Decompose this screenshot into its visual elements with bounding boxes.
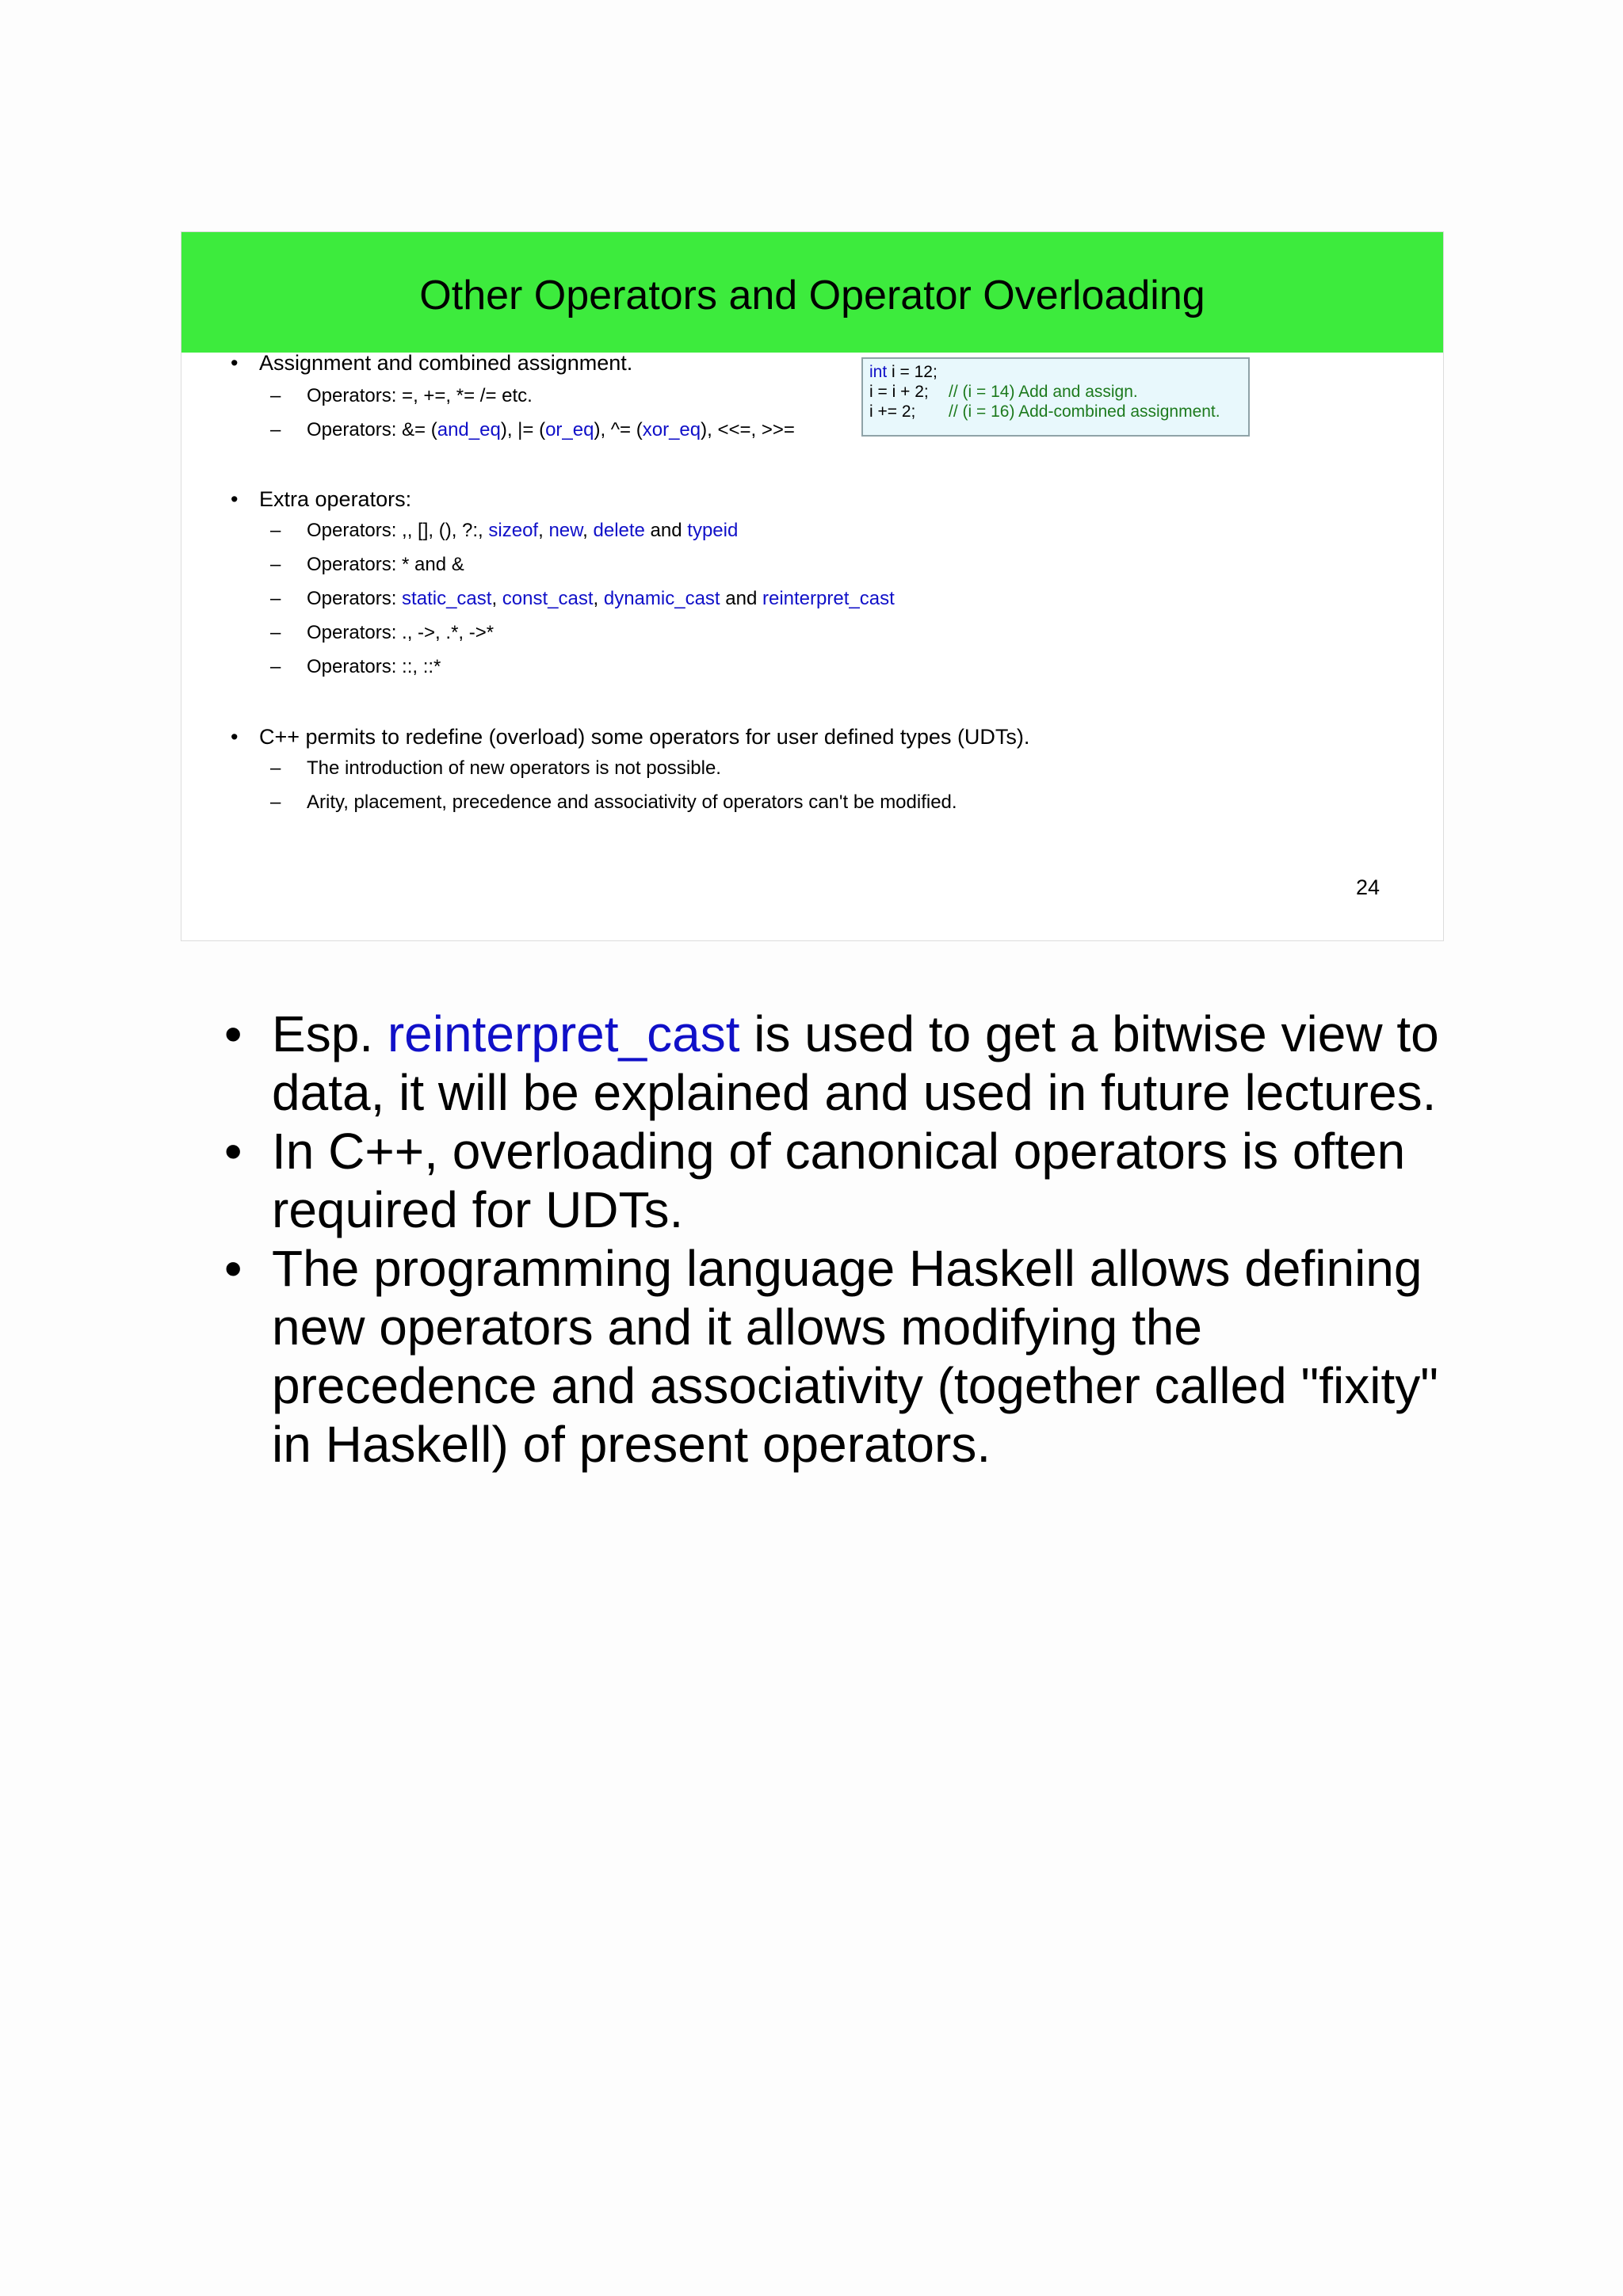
keyword-text: dynamic_cast xyxy=(603,588,720,609)
dash-icon: – xyxy=(270,520,281,541)
keyword-text: and_eq xyxy=(437,419,501,441)
text-segment: and xyxy=(720,588,762,609)
note-text xyxy=(272,1240,1438,1473)
bullet-dot-icon: • xyxy=(224,1123,242,1180)
note-item xyxy=(224,1005,1461,1122)
slide-title: Other Operators and Operator Overloading xyxy=(419,273,1205,318)
bullet-text: Assignment and combined assignment. xyxy=(259,351,633,375)
text-segment: In C++, overloading of canonical operators is often required for UDTs. xyxy=(272,1123,1406,1238)
text-segment: Esp. xyxy=(272,1005,388,1062)
dash-icon: – xyxy=(270,385,281,406)
text-segment: Operators: ., ->, .*, ->* xyxy=(307,622,495,643)
keyword-text: typeid xyxy=(687,520,739,541)
keyword-text: reinterpret_cast xyxy=(762,588,895,609)
keyword-text: delete xyxy=(593,520,645,541)
note-text xyxy=(272,1005,1439,1121)
code-example-box xyxy=(861,357,1250,437)
text-segment: The introduction of new operators is not possible. xyxy=(307,757,721,779)
dash-icon: – xyxy=(270,791,281,813)
text-segment: and xyxy=(644,520,688,541)
keyword-text: or_eq xyxy=(545,419,594,441)
text-segment: ), ^= ( xyxy=(594,419,643,441)
bullet-dot-icon: • xyxy=(231,351,239,375)
speaker-notes xyxy=(224,1005,1461,1474)
code-text: i += 2; xyxy=(869,402,916,421)
text-segment: Operators: &= ( xyxy=(307,419,437,441)
keyword-text: static_cast xyxy=(402,588,492,609)
text-segment: Operators: * and & xyxy=(307,554,464,575)
bullet-dot-icon: • xyxy=(224,1240,242,1297)
keyword-text: new xyxy=(548,520,583,541)
text-segment: , xyxy=(538,520,549,541)
keyword-text: sizeof xyxy=(488,520,539,541)
dash-icon: – xyxy=(270,419,281,441)
code-line xyxy=(869,382,1242,402)
text-segment: The programming language Haskell allows defining new operators and it allows modifying the precedence and associativity (together called "fixity" in Haskell) of present operators. xyxy=(272,1240,1438,1473)
sub-bullet-text xyxy=(307,519,738,543)
code-comment: // (i = 16) Add-combined assignment. xyxy=(949,402,1220,421)
text-segment: Operators: ::, ::* xyxy=(307,656,441,677)
code-line xyxy=(869,362,1242,382)
bullet-text: Extra operators: xyxy=(259,487,412,511)
code-text: i = i + 2; xyxy=(869,383,929,401)
note-item xyxy=(224,1239,1461,1474)
text-segment: is used to get a bitwise view to data, it will be explained and used in future lectures. xyxy=(272,1005,1439,1121)
bullet-dot-icon: • xyxy=(224,1005,242,1062)
sub-bullet-text xyxy=(307,757,721,780)
text-segment: , xyxy=(582,520,594,541)
dash-icon: – xyxy=(270,588,281,609)
text-segment: ), <<=, >>= xyxy=(701,419,795,441)
dash-icon: – xyxy=(270,757,281,779)
sub-bullet-text xyxy=(307,553,464,577)
text-segment: Operators: ,, [], (), ?:, xyxy=(307,520,489,541)
dash-icon: – xyxy=(270,656,281,677)
note-item xyxy=(224,1122,1461,1239)
slide xyxy=(181,231,1444,941)
text-segment: Operators: =, +=, *= /= etc. xyxy=(307,385,533,406)
code-text: i = 12; xyxy=(887,363,938,381)
sub-bullet-text xyxy=(307,587,895,611)
sub-bullet-text xyxy=(307,655,441,679)
text-segment: , xyxy=(491,588,502,609)
keyword-text: xor_eq xyxy=(642,419,701,441)
keyword-text: const_cast xyxy=(502,588,594,609)
sub-bullet-text xyxy=(307,791,957,814)
slide-body xyxy=(181,232,1443,940)
code-keyword: int xyxy=(869,363,888,381)
code-line xyxy=(869,402,1242,421)
text-segment: Arity, placement, precedence and associativity of operators can't be modified. xyxy=(307,791,957,813)
keyword-text: reinterpret_cast xyxy=(387,1005,740,1062)
text-segment: ), |= ( xyxy=(500,419,546,441)
bullet-dot-icon: • xyxy=(231,725,239,749)
note-text xyxy=(272,1123,1405,1238)
sub-bullet-text xyxy=(307,621,494,645)
code-comment: // (i = 14) Add and assign. xyxy=(949,383,1138,401)
dash-icon: – xyxy=(270,554,281,575)
text-segment: , xyxy=(593,588,604,609)
slide-page-number: 24 xyxy=(1355,875,1380,899)
bullet-text: C++ permits to redefine (overload) some operators for user defined types (UDTs). xyxy=(259,725,1030,749)
sub-bullet-text xyxy=(307,418,795,442)
bullet-dot-icon: • xyxy=(231,487,239,511)
sub-bullet-text xyxy=(307,384,533,408)
text-segment: Operators: xyxy=(307,588,403,609)
dash-icon: – xyxy=(270,622,281,643)
